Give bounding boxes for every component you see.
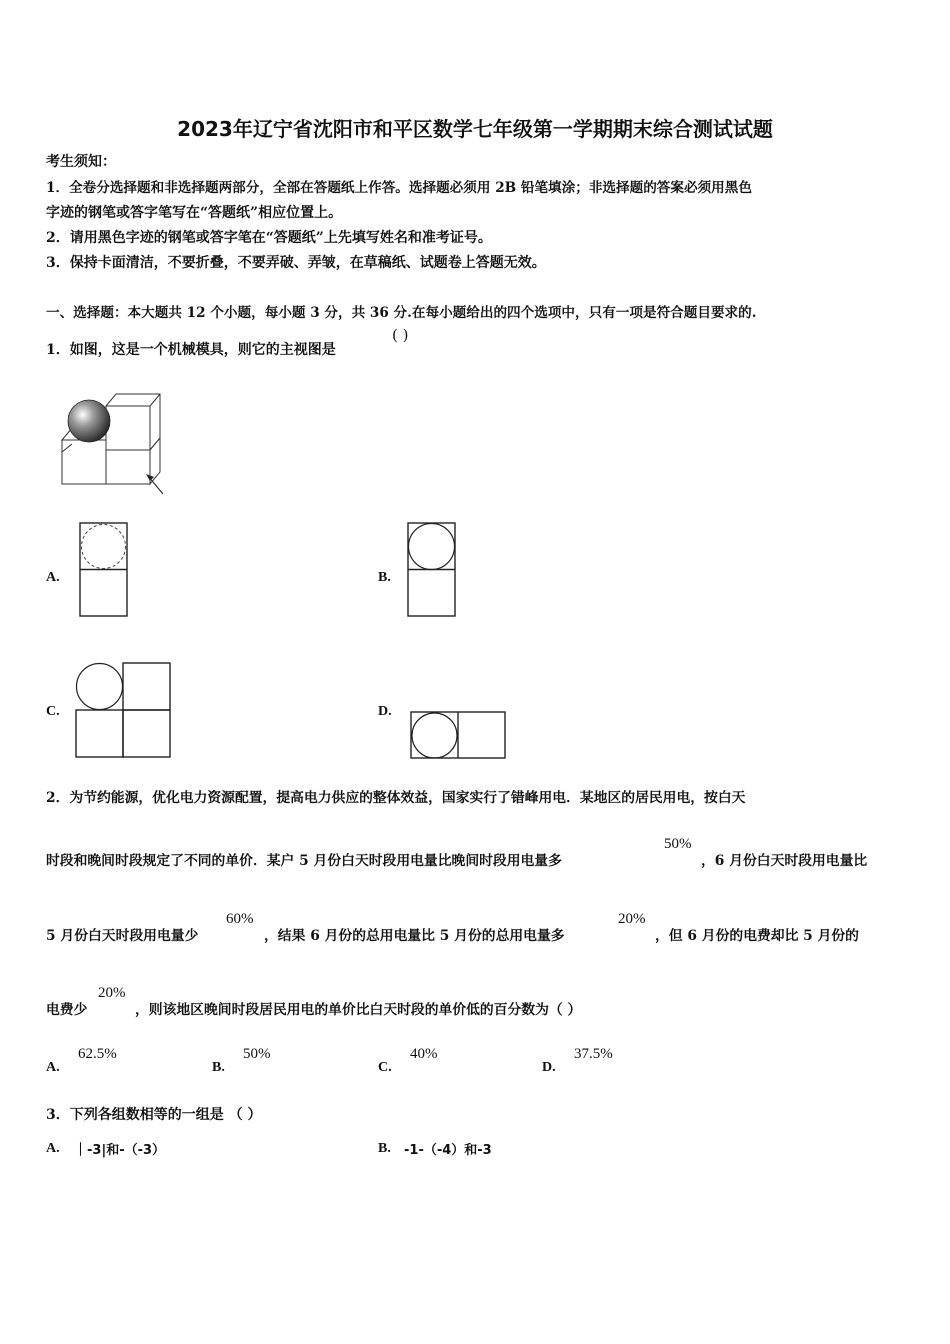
q2-line-4a: 电费少 bbox=[46, 1002, 88, 1018]
notice-line-1b: 字迹的钢笔或答字笔写在“答题纸”相应位置上。 bbox=[46, 205, 343, 221]
page-title: 2023年辽宁省沈阳市和平区数学七年级第一学期期末综合测试试题 bbox=[177, 117, 773, 141]
q2-option-b-value: 50% bbox=[243, 1046, 271, 1062]
notice-line-3: 3．保持卡面清洁，不要折叠，不要弄破、弄皱，在草稿纸、试题卷上答题无效。 bbox=[46, 255, 546, 271]
notice-line-1a: 1．全卷分选择题和非选择题两部分，全部在答题纸上作答。选择题必须用 2B 铅笔填涂；非选择题的答案必须用黑色 bbox=[46, 180, 752, 196]
q2-line-2a: 时段和晚间时段规定了不同的单价．某户 5 月份白天时段用电量比晚间时段用电量多 bbox=[46, 853, 562, 869]
q1-option-d-label[interactable]: D. bbox=[378, 704, 392, 719]
q3-option-b-label[interactable]: B. bbox=[378, 1141, 391, 1156]
q1-option-b-figure bbox=[407, 522, 457, 618]
q3-stem: 3．下列各组数相等的一组是 （ ） bbox=[46, 1107, 262, 1123]
q3-option-b-text: -1-（-4）和-3 bbox=[404, 1143, 492, 1158]
q2-line-3c: ，但 6 月份的电费却比 5 月份的 bbox=[655, 928, 859, 944]
q2-option-a-value: 62.5% bbox=[78, 1046, 117, 1062]
q2-line-2b: ，6 月份白天时段用电量比 bbox=[701, 853, 868, 869]
q3-option-a-text: ｜-3|和-（-3） bbox=[74, 1143, 166, 1158]
notice-heading: 考生须知： bbox=[46, 154, 116, 170]
q2-option-d-value: 37.5% bbox=[574, 1046, 613, 1062]
q2-option-c-label[interactable]: C. bbox=[378, 1060, 392, 1075]
q1-answer-paren: ( ) bbox=[392, 326, 409, 344]
q2-line-3b: ，结果 6 月份的总用电量比 5 月份的总用电量多 bbox=[264, 928, 565, 944]
section-heading: 一、选择题：本大题共 12 个小题，每小题 3 分，共 36 分.在每小题给出的四个选项中，只有一项是符合题目要求的. bbox=[46, 305, 757, 321]
q2-sup-2: 60% bbox=[226, 911, 254, 927]
q1-option-d-figure bbox=[410, 711, 508, 761]
q1-option-a-figure bbox=[79, 522, 129, 618]
q2-option-c-value: 40% bbox=[410, 1046, 438, 1062]
q2-line-3a: 5 月份白天时段用电量少 bbox=[46, 928, 199, 944]
q2-option-b-label[interactable]: B. bbox=[212, 1060, 225, 1075]
q2-option-d-label[interactable]: D. bbox=[542, 1060, 556, 1075]
q2-line-1: 2．为节约能源，优化电力资源配置，提高电力供应的整体效益，国家实行了错峰用电．某地区的居民用电，按白天 bbox=[46, 790, 746, 806]
q1-option-c-figure bbox=[75, 662, 173, 760]
q1-option-b-label[interactable]: B. bbox=[378, 570, 391, 585]
q2-sup-3: 20% bbox=[618, 911, 646, 927]
q2-line-4b: ，则该地区晚间时段居民用电的单价比白天时段的单价低的百分数为（ ） bbox=[135, 1002, 582, 1018]
q1-stem: 1．如图，这是一个机械模具，则它的主视图是 bbox=[46, 342, 336, 358]
q1-mold-figure bbox=[58, 388, 170, 498]
q3-option-a-label[interactable]: A. bbox=[46, 1141, 60, 1156]
q2-option-a-label[interactable]: A. bbox=[46, 1060, 60, 1075]
q1-option-a-label[interactable]: A. bbox=[46, 570, 60, 585]
q1-option-c-label[interactable]: C. bbox=[46, 704, 60, 719]
q2-sup-1: 50% bbox=[664, 836, 692, 852]
q2-sup-4: 20% bbox=[98, 985, 126, 1001]
notice-line-2: 2．请用黑色字迹的钢笔或答字笔在“答题纸”上先填写姓名和准考证号。 bbox=[46, 230, 492, 246]
